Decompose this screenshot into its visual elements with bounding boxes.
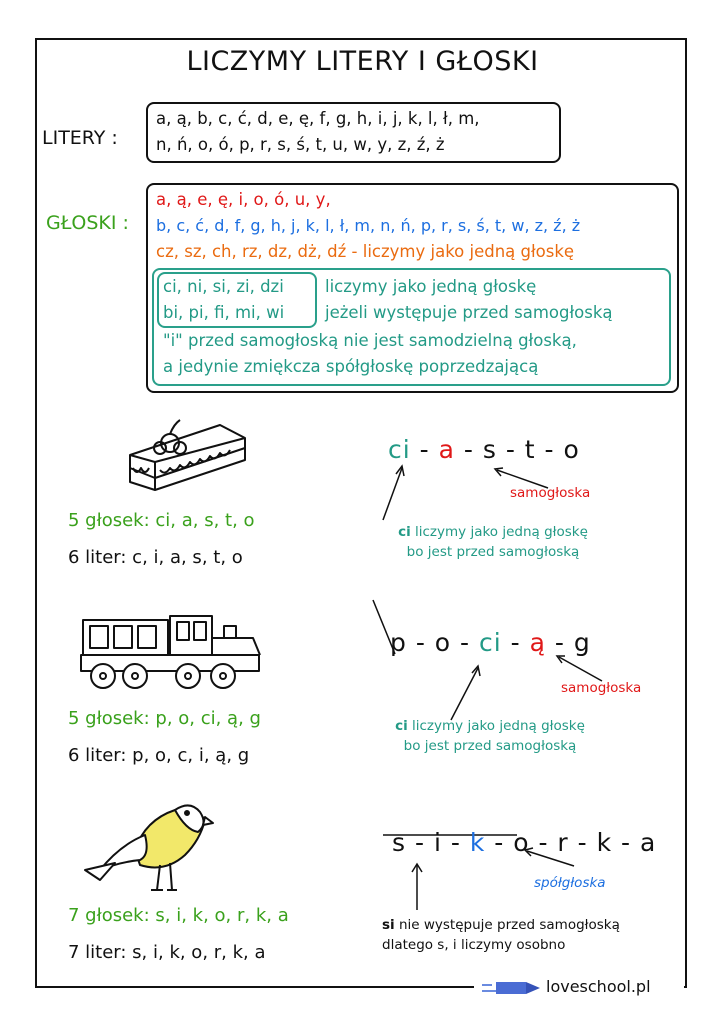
gloski-digraphs: cz, sz, ch, rz, dz, dż, dź - liczymy jako jedną głoskę (156, 242, 575, 261)
pociag-note: ci liczymy jako jedną głoskę bo jest przed samogłoską (395, 718, 585, 754)
bird-liter-count: 7 liter: s, i, k, o, r, k, a (68, 942, 266, 963)
sikorka-note: si nie występuje przed samogłoską dlatego s, i liczymy osobno (382, 917, 620, 953)
footer-brand: loveschool.pl (546, 977, 651, 996)
pencil-icon (482, 980, 542, 996)
ciasto-vowel: a (438, 435, 455, 464)
litery-line-2: n, ń, o, ó, p, r, s, ś, t, u, w, y, z, ź, ż (156, 135, 445, 154)
soft-pairs-line-2: bi, pi, fi, mi, wi (163, 303, 285, 322)
ciasto-note: ci liczymy jako jedną głoskę bo jest przed samogłoską (398, 524, 588, 560)
pociag-vowel: ą (529, 628, 546, 657)
bird-illustration (75, 795, 215, 900)
ciasto-vowel-label: samogłoska (510, 485, 591, 501)
sikorka-consonant: k (469, 828, 486, 857)
pociag-vowel-label: samogłoska (561, 680, 642, 696)
pociag-split-word: p - o - ci - ą - g (390, 628, 591, 657)
train-gloski-count: 5 głosek: p, o, ci, ą, g (68, 708, 261, 729)
gloski-label: GŁOSKI : (46, 212, 129, 234)
bird-gloski-count: 7 głosek: s, i, k, o, r, k, a (68, 905, 289, 926)
soft-pairs-line-1: ci, ni, si, zi, dzi (163, 277, 284, 296)
cake-gloski-count: 5 głosek: ci, a, s, t, o (68, 510, 255, 531)
cake-liter-count: 6 liter: c, i, a, s, t, o (68, 547, 243, 568)
pociag-soft-syllable: ci (479, 628, 502, 657)
litery-label: LITERY : (42, 127, 118, 149)
footer-logo (474, 975, 684, 1001)
train-illustration (78, 608, 268, 693)
soft-rule-line-1: liczymy jako jedną głoskę (325, 277, 537, 296)
litery-line-1: a, ą, b, c, ć, d, e, ę, f, g, h, i, j, k, l, ł, m, (156, 109, 480, 128)
gloski-vowels: a, ą, e, ę, i, o, ó, u, y, (156, 190, 331, 209)
soft-note-line-2: a jedynie zmiękcza spółgłoskę poprzedzającą (163, 357, 539, 376)
sikorka-consonant-label: spółgłoska (534, 875, 606, 891)
train-liter-count: 6 liter: p, o, c, i, ą, g (68, 745, 250, 766)
ciasto-split-word: ci - a - s - t - o (388, 435, 580, 464)
sikorka-split-word: s - i - k - o - r - k - a (392, 828, 657, 857)
soft-note-line-1: "i" przed samogłoską nie jest samodzielną głoską, (163, 331, 577, 350)
ciasto-soft-syllable: ci (388, 435, 411, 464)
soft-rule-line-2: jeżeli występuje przed samogłoską (325, 303, 613, 322)
page-title: LICZYMY LITERY I GŁOSKI (186, 46, 539, 77)
gloski-consonants: b, c, ć, d, f, g, h, j, k, l, ł, m, n, ń, p, r, s, ś, t, w, z, ź, ż (156, 216, 581, 235)
